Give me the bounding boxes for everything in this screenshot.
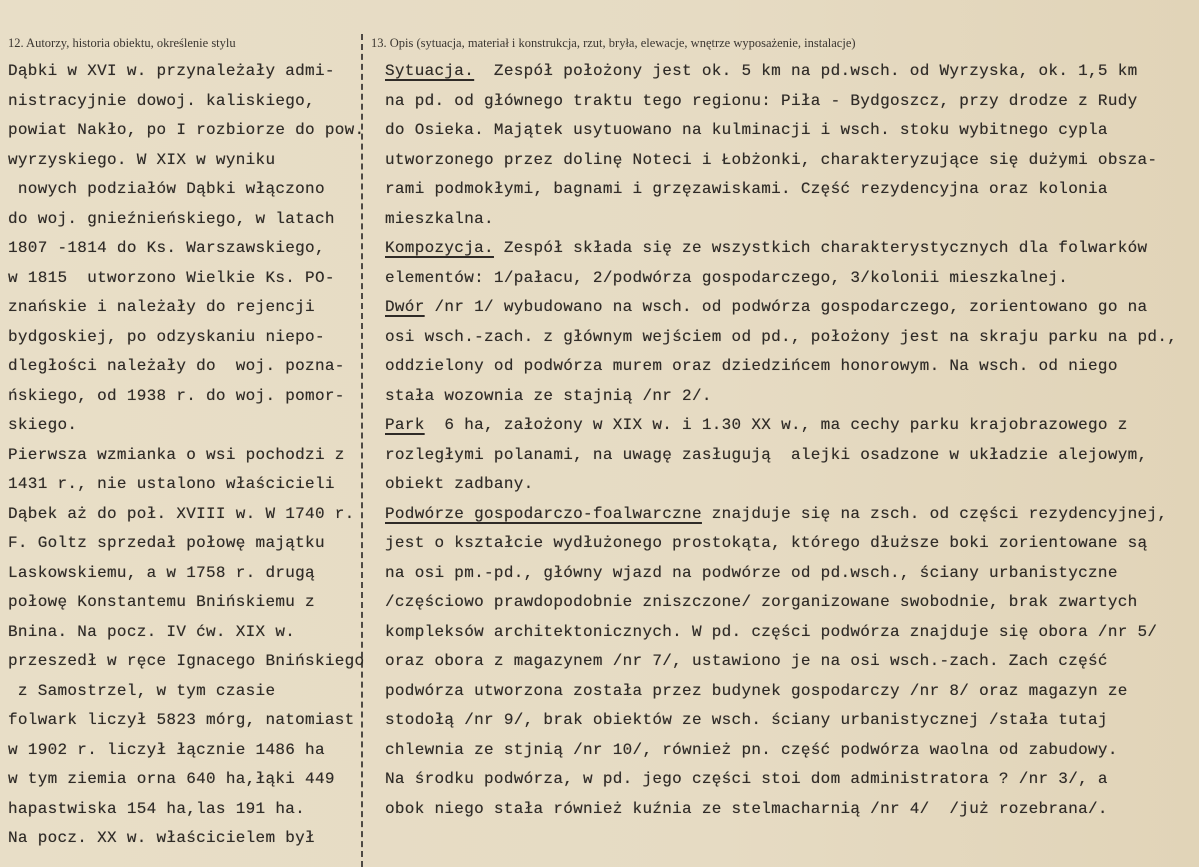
- description-line: [385, 175, 1195, 205]
- history-line: w 1815 utworzono Wielkie Ks. PO-: [8, 268, 335, 287]
- description-text: oraz obora z magazynem /nr 7/, ustawiono je na osi wsch.-zach. Zach część: [385, 652, 1108, 670]
- description-text: /nr 1/ wybudowano na wsch. od podwórza gospodarczego, zorientowano go na: [424, 298, 1148, 316]
- history-line: przeszedł w ręce Ignacego Bnińskiego: [8, 652, 365, 670]
- section-label: Sytuacja.: [385, 62, 475, 80]
- description-text: na osi pm.-pd., główny wjazd na podwórze od pd.wsch., ściany urbanistyczne: [385, 563, 1118, 582]
- description-line: [385, 264, 1195, 294]
- description-text: 6 ha, założony w XIX w. i 1.30 XX w., ma cechy parku krajobrazowego z: [424, 416, 1128, 434]
- history-line: ńskiego, od 1938 r. do woj. pomor-: [8, 386, 345, 405]
- description-text: elementów: 1/pałacu, 2/podwórza gospodarczego, 3/kolonii mieszkalnej.: [385, 268, 1069, 287]
- description-text: Na środku podwórza, w pd. jego części stoi dom administratora ? /nr 3/, a: [385, 770, 1108, 788]
- description-line: [385, 352, 1195, 382]
- description-line: [385, 470, 1195, 500]
- description-text: mieszkalna.: [385, 209, 494, 228]
- description-line: [385, 234, 1195, 264]
- description-text: stodołą /nr 9/, brak obiektów ze wsch. ściany urbanistycznej /stała tutaj: [385, 711, 1108, 729]
- history-line: dległości należały do woj. pozna-: [8, 357, 345, 375]
- description-line: [385, 647, 1195, 677]
- description-text: utworzonego przez dolinę Noteci i Łobżonki, charakteryzujące się dużymi obsza-: [385, 150, 1158, 169]
- description-text: obiekt zadbany.: [385, 475, 534, 493]
- description-line: [385, 500, 1195, 530]
- description-text: /częściowo prawdopodobnie zniszczone/ zorganizowane swobodnie, brak zwartych: [385, 593, 1138, 611]
- section-label: Kompozycja.: [385, 239, 494, 257]
- history-line: Pierwsza wzmianka o wsi pochodzi z: [8, 445, 345, 464]
- description-line: [385, 57, 1195, 87]
- description-line: [385, 411, 1195, 441]
- history-line: Dąbki w XVI w. przynależały admi-: [8, 62, 335, 80]
- history-line: połowę Konstantemu Bnińskiemu z: [8, 593, 315, 611]
- history-column: [8, 57, 368, 854]
- description-text: podwórza utworzona została przez budynek gospodarczy /nr 8/ oraz magazyn ze: [385, 681, 1128, 700]
- history-line: nowych podziałów Dąbki włączono: [8, 180, 325, 198]
- description-text: oddzielony od podwórza murem oraz dziedzińcem honorowym. Na wsch. od niego: [385, 357, 1118, 375]
- description-text: znajduje się na zsch. od części rezydencyjnej,: [701, 504, 1168, 523]
- description-text: obok niego stała również kuźnia ze stelmacharnią /nr 4/ /już rozebrana/.: [385, 799, 1108, 818]
- history-line: Na pocz. XX w. właścicielem był: [8, 829, 315, 847]
- history-line: w 1902 r. liczył łącznie 1486 ha: [8, 740, 325, 759]
- description-text: jest o kształcie wydłużonego prostokąta, którego dłuższe boki zorientowane są: [385, 534, 1148, 552]
- description-text: rozległymi polanami, na uwagę zasługują alejki osadzone w układzie alejowym,: [385, 445, 1148, 464]
- description-text: stała wozownia ze stajnią /nr 2/.: [385, 386, 712, 405]
- description-text: na pd. od głównego traktu tego regionu: Piła - Bydgoszcz, przy drodze z Rudy: [385, 91, 1138, 110]
- history-line: nistracyjnie dowoj. kaliskiego,: [8, 91, 315, 110]
- description-line: [385, 736, 1195, 766]
- history-line: F. Goltz sprzedał połowę majątku: [8, 534, 325, 552]
- history-line: hapastwiska 154 ha,las 191 ha.: [8, 799, 306, 818]
- section-label: Dwór: [385, 298, 425, 316]
- history-line: 1807 -1814 do Ks. Warszawskiego,: [8, 239, 325, 257]
- description-line: [385, 588, 1195, 618]
- description-line: [385, 618, 1195, 648]
- description-line: [385, 205, 1195, 235]
- description-text: rami podmokłymi, bagnami i grzęzawiskami. Część rezydencyjna oraz kolonia: [385, 180, 1108, 198]
- history-line: znańskie i należały do rejencji: [8, 298, 315, 316]
- section-13-heading: 13. Opis (sytuacja, materiał i konstrukcja, rzut, bryła, elewacje, wnętrze wyposażenie, instalacje): [371, 36, 856, 50]
- description-line: [385, 293, 1195, 323]
- description-line: [385, 706, 1195, 736]
- history-line: z Samostrzel, w tym czasie: [8, 681, 276, 700]
- section-label: Podwórze gospodarczo-foalwarczne: [385, 504, 702, 523]
- history-line: Laskowskiemu, a w 1758 r. drugą: [8, 563, 315, 582]
- history-line: 1431 r., nie ustalono właścicieli: [8, 475, 335, 493]
- history-line: wyrzyskiego. W XIX w wyniku: [8, 150, 276, 169]
- history-line: do woj. gnieźnieńskiego, w latach: [8, 209, 335, 228]
- description-column: [385, 57, 1195, 824]
- description-line: [385, 441, 1195, 471]
- description-line: [385, 146, 1195, 176]
- description-line: [385, 116, 1195, 146]
- description-text: kompleksów architektonicznych. W pd. części podwórza znajduje się obora /nr 5/: [385, 622, 1158, 641]
- history-line: Bnina. Na pocz. IV ćw. XIX w.: [8, 622, 296, 641]
- description-text: Zespół położony jest ok. 5 km na pd.wsch. od Wyrzyska, ok. 1,5 km: [474, 62, 1138, 80]
- description-line: [385, 765, 1195, 795]
- description-line: [385, 323, 1195, 353]
- description-line: [385, 795, 1195, 825]
- history-line: skiego.: [8, 416, 78, 434]
- description-line: [385, 382, 1195, 412]
- description-text: do Osieka. Majątek usytuowano na kulminacji i wsch. stoku wybitnego cypla: [385, 121, 1108, 139]
- section-label: Park: [385, 416, 425, 434]
- history-line: bydgoskiej, po odzyskaniu niepo-: [8, 327, 325, 346]
- section-12-heading: 12. Autorzy, historia obiektu, określenie stylu: [8, 36, 236, 50]
- history-line: w tym ziemia orna 640 ha,łąki 449: [8, 770, 335, 788]
- history-line: Dąbek aż do poł. XVIII w. W 1740 r.: [8, 504, 355, 523]
- description-line: [385, 87, 1195, 117]
- history-line: folwark liczył 5823 mórg, natomiast: [8, 711, 355, 729]
- description-text: Zespół składa się ze wszystkich charakterystycznych dla folwarków: [493, 239, 1148, 257]
- description-text: osi wsch.-zach. z głównym wejściem od pd., położony jest na skraju parku na pd.,: [385, 327, 1178, 346]
- description-line: [385, 677, 1195, 707]
- description-line: [385, 559, 1195, 589]
- history-line: powiat Nakło, po I rozbiorze do pow.: [8, 121, 365, 139]
- description-line: [385, 529, 1195, 559]
- description-text: chlewnia ze stjnią /nr 10/, również pn. część podwórza waolna od zabudowy.: [385, 740, 1118, 759]
